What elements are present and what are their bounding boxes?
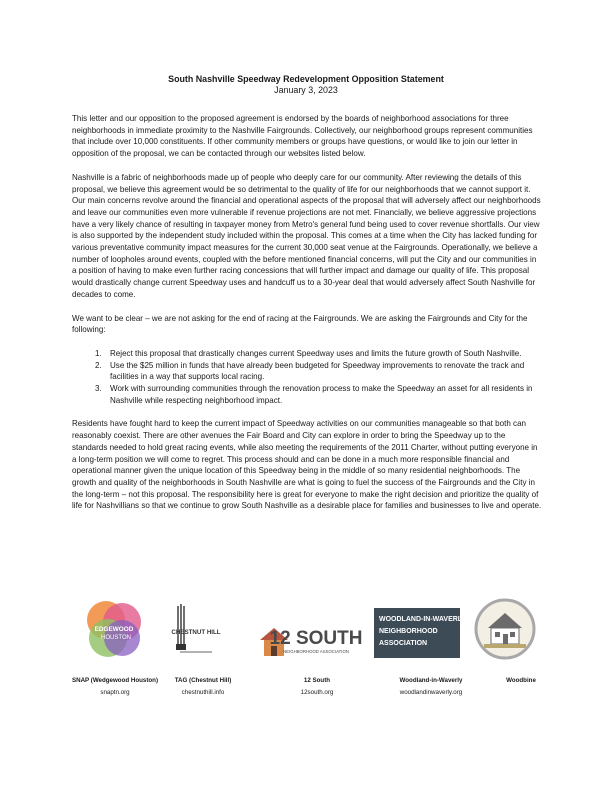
chestnut-hill-logo bbox=[171, 604, 221, 664]
twelve-south-logo bbox=[258, 614, 363, 662]
colorful-circles-logo bbox=[82, 598, 146, 662]
org-website-link[interactable]: chestnuthill.info bbox=[181, 689, 225, 696]
org-website-link[interactable]: woodlandinwaverly.org bbox=[399, 689, 463, 696]
snap-logo bbox=[82, 598, 146, 662]
caption-woodbine bbox=[466, 675, 576, 687]
org-name: Woodbine bbox=[506, 677, 536, 684]
waverly-logo-line1: WOODLAND-IN-WAVERLY bbox=[379, 616, 467, 623]
document-body bbox=[72, 113, 542, 524]
chestnut-hill-logo-text: CHESTNUT HILL bbox=[171, 629, 221, 636]
list-item: 1. Reject this proposal that drastically changes current Speedway uses and limits the future growth of South Nashville. bbox=[104, 348, 542, 360]
org-website-link[interactable]: 12south.org bbox=[300, 689, 334, 696]
caption-12-south bbox=[262, 675, 372, 699]
org-name: Woodland-in-Waverly bbox=[399, 677, 463, 684]
paragraph-closing: Residents have fought hard to keep the current impact of Speedway activities on our communities manageable so that both can reasonably coexist. There are other avenues the Fair Board and City can explore in order to bring the Speedway up to the standards needed to hold great racing events, while also meeting the requirements of the 2011 Charter, without putting everyone in a long-term position we will come to regret. This process should and can be done in a much more responsible financial and operational manner given the unique location of this Speedway being in the middle of so many residential neighborhoods. The growth and quality of the neighborhoods in South Nashville are what is going to fuel the success of the Fairgrounds and the City in the long-term – not this proposal. The responsibility here is great for everyone to make the right decision and prioritize the quality of life for Nashvillians so that we continue to grow South Nashville as a desirable place for families and businesses to live and operate. bbox=[72, 419, 542, 511]
twelve-south-logo-title: 12 SOUTH bbox=[269, 628, 363, 649]
twelve-south-logo-subtitle: NEIGHBORHOOD ASSOCIATION bbox=[283, 649, 349, 654]
paragraph-intro: This letter and our opposition to the proposed agreement is endorsed by the boards of neighborhood associations for three neighborhoods in immediate proximity to the Nashville Fairgrounds. Collectively, our neighborhood groups represent communities that include over 10,000 constituents. If other community members or groups have questions, or would like to join our letter in opposition of the proposal, we can be contacted through our websites listed below. bbox=[72, 114, 533, 159]
document-title: South Nashville Speedway Redevelopment Opposition Statement bbox=[168, 74, 444, 84]
snap-logo-line2: HOUSTON bbox=[101, 635, 131, 641]
logo-row bbox=[60, 596, 550, 666]
text-block-logo bbox=[374, 608, 467, 658]
caption-tag bbox=[148, 675, 258, 699]
house-circle-logo bbox=[474, 598, 536, 660]
snap-logo-line1: EDGEWOOD bbox=[94, 626, 134, 633]
tower-logo bbox=[171, 604, 221, 664]
list-item: 2. Use the $25 million in funds that have already been budgeted for Speedway improvements to renovate the track and facilities in a way that supports local racing. bbox=[104, 360, 542, 383]
house-logo bbox=[258, 614, 363, 662]
document-header bbox=[0, 74, 612, 96]
org-website-link[interactable]: snaptn.org bbox=[100, 689, 130, 696]
waverly-logo-line3: ASSOCIATION bbox=[379, 640, 428, 647]
paragraph-request: We want to be clear – we are not asking for the end of racing at the Fairgrounds. We are asking the Fairgrounds and City for the following: bbox=[72, 313, 528, 335]
document-date: January 3, 2023 bbox=[274, 85, 338, 95]
woodbine-logo bbox=[474, 598, 536, 660]
woodland-in-waverly-logo bbox=[374, 608, 467, 658]
waverly-logo-line2: NEIGHBORHOOD bbox=[379, 628, 438, 635]
list-item: 3. Work with surrounding communities through the renovation process to make the Speedway an asset for all residents in Nashville while respecting neighborhood impact. bbox=[104, 383, 542, 406]
request-list bbox=[72, 348, 542, 407]
org-name: TAG (Chestnut Hill) bbox=[174, 677, 232, 684]
paragraph-concerns: Nashville is a fabric of neighborhoods made up of people who deeply care for our community. After reviewing the details of this proposal, we believe this agreement would be so detrimental to the quality of life for our neighborhoods that we cannot support it. Our main concerns revolve around the financial and operational aspects of the proposal that will adversely affect our neighborhoods and leave our communities even more vulnerable if revenue projections are not met. Financially, we believe aggressive projections have a very likely chance of resulting in taxpayer money from Metro's general fund being used to cover revenue shortfalls. Our view is also supported by the independent study included within the proposal. This comes at a time when the City has lacked funding for various preventative community impact measures for the current 30,000 seat venue at the Fairgrounds. Operationally, we believe a number of loopholes around events, coupled with the before mentioned financial concerns, will put the City and our communities in a position of having to make even further racing concessions that will further impact and damage our quality of life. This proposal would drastically change current Speedway uses and handcuff us to a 30-year deal that would adversely affect South Nashville for decades to come. bbox=[72, 172, 541, 299]
org-name: SNAP (Wedgewood Houston) bbox=[71, 677, 159, 684]
org-name: 12 South bbox=[303, 677, 331, 684]
